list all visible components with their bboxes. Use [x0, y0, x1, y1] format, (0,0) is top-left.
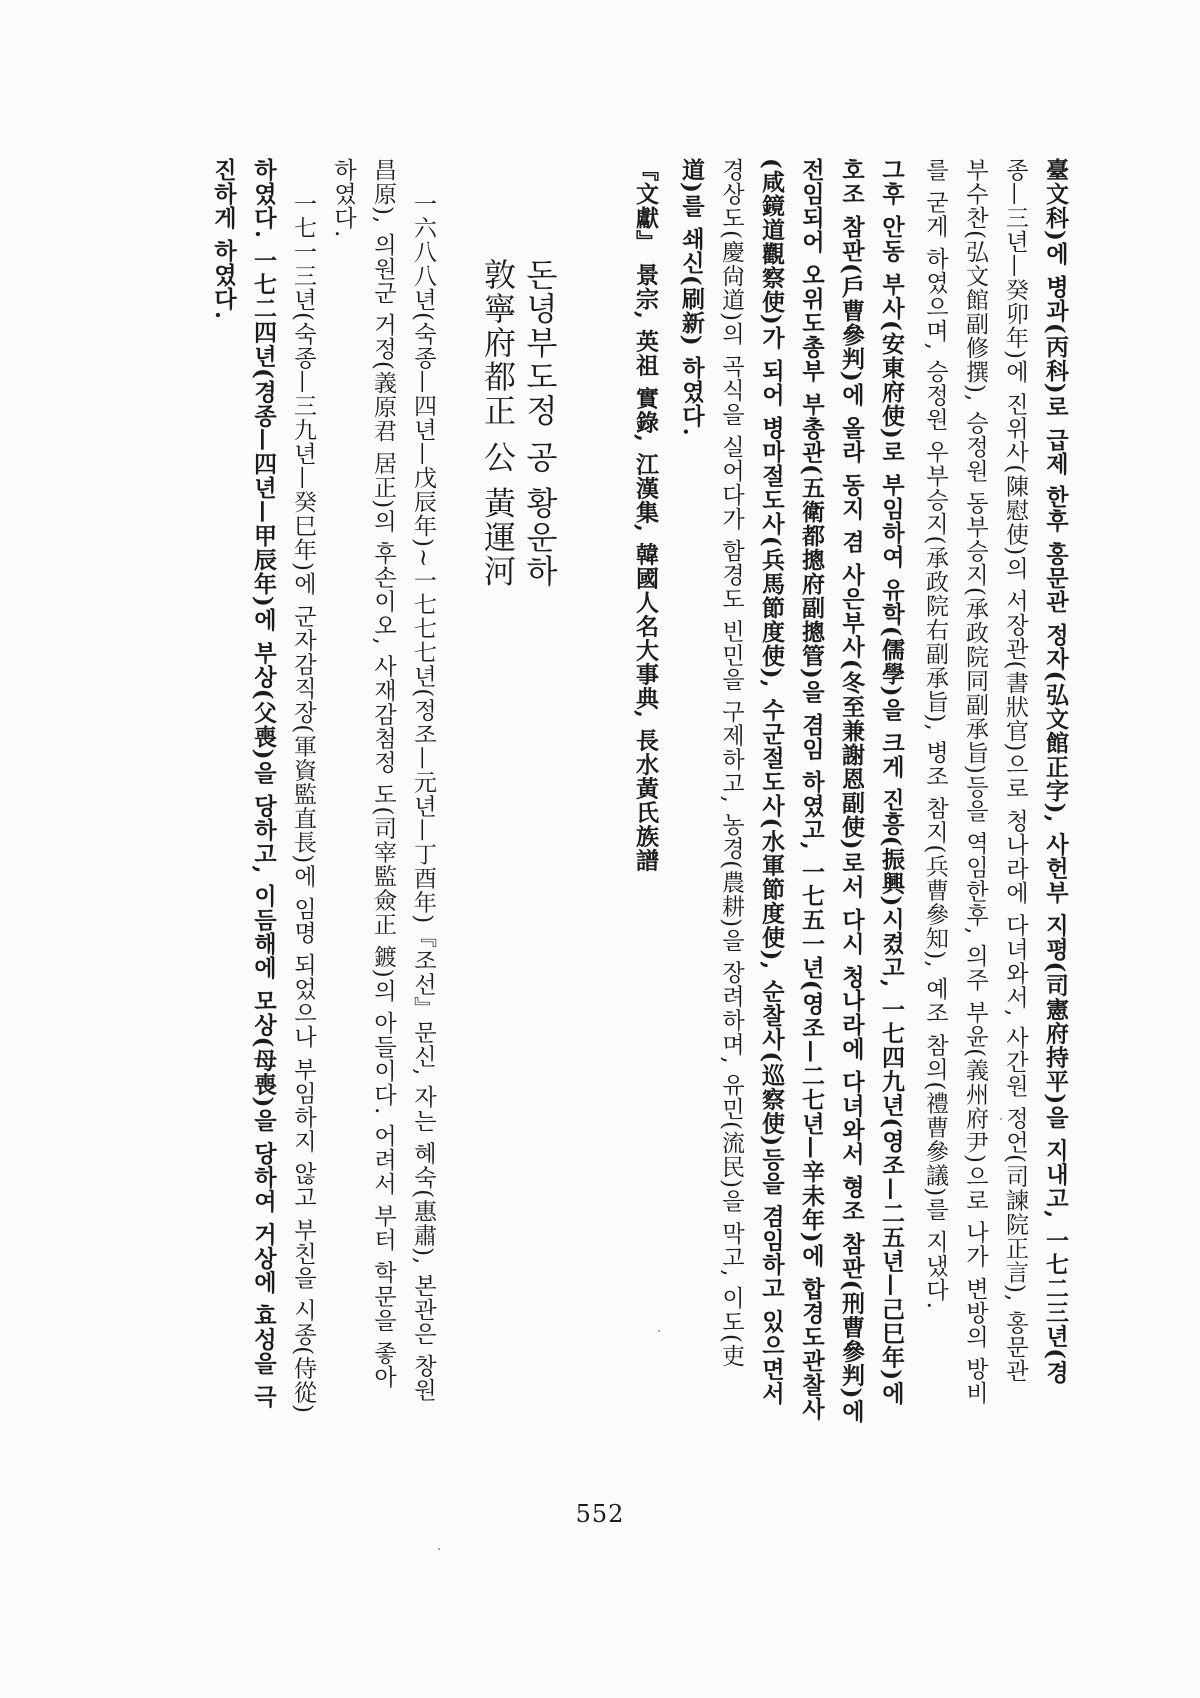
- body-column-8: (咸鏡道觀察使)가 되어 병마절도사(兵馬節度使), 수군절도사(水軍節度使), 순찰사(巡察使)등을 겸임하고 있으면서: [758, 158, 785, 1406]
- bio-column-2: 昌原), 의원군 거정(義原君 居正)의 후손이오, 사재감첨정 도(司宰監僉正 鍍)의 아들이다. 어려서 부터 학문을 좋아: [370, 158, 396, 1389]
- body-column-7: 전임되어 오위도총부 부총관(五衛都摠府副摠管)을 겸임 하였고, 一七五一년(영조—二七년—辛未年)에 합경도관찰사: [798, 158, 825, 1421]
- scan-speck: [658, 1330, 660, 1332]
- body-column-5: 그후 안동 부사(安東府使)로 부임하여 유학(儒學)을 크게 진흥(振興)시켰고, 一七四九년(영조—二五년—己巳年)에: [878, 158, 905, 1406]
- scan-speck: [438, 1548, 440, 1550]
- section-title-hanja: 敦寧府都正 公 黃運河: [479, 258, 517, 589]
- sources-line: 『文獻』 景宗, 英祖 實錄, 江漢集, 韓國人名大事典, 長水黃氏族譜: [632, 158, 659, 873]
- body-column-6: 호조 참판(戶曹參判)에 올라 동지 겸 사은부사(冬至兼謝恩副使)로서 다시 청나라에 다녀와서 형조 참판(刑曹參判)에: [838, 158, 865, 1424]
- bio-column-6: 진하게 하였다.: [210, 158, 237, 321]
- body-column-2: 종—三년—癸卯年)에 진위사(陳慰使)의 서장관(書狀官)으로 청나라에 다녀와서, 사간원 정언(司諫院正言), 홍문관: [1002, 158, 1028, 1383]
- bio-column-4: 一七一三년(숙종—三九년—癸巳年)에 군자감직장(軍資監直長)에 임명 되었으나 부임하지 않고 부친을 시종(侍從): [290, 192, 316, 1415]
- scan-speck: [1000, 1118, 1002, 1120]
- body-column-10: 道)를 쇄신(刷新) 하였다.: [678, 158, 705, 437]
- section-title-hangul: 돈녕부도정 공 황운하: [521, 258, 559, 589]
- bio-column-3: 하였다.: [330, 158, 356, 239]
- bio-column-5: 하였다. 一七二四년(경종—四년—甲辰年)에 부상(父喪)을 당하고, 이듬해에 모상(母喪)을 당하여 거상에 효성을 극: [250, 158, 277, 1409]
- body-column-1: 臺文科)에 병과(丙科)로 급제 한후 홍문관 정자(弘文館正字), 사헌부 지평(司憲府持平)을 지내고, 一七二三년(경: [1042, 158, 1069, 1385]
- page-number: 552: [575, 1500, 625, 1528]
- body-column-9: 경상도(慶尙道)의 곡식을 실어다가 함경도 빈민을 구제하고, 농경(農耕)을 장려하며, 유민(流民)을 막고, 이도(吏: [718, 158, 744, 1368]
- bio-column-1: 一六八八년(숙종—四년—戊辰年)~一七七七년(정조—元년—丁酉年)『조선』문신, 자는 혜숙(惠肅), 본관은 창원: [410, 192, 436, 1402]
- body-column-3: 부수찬(弘文館副修撰), 승정원 동부승지(承政院同副承旨)등을 역임한후, 의주 부윤(義州府尹)으로 나가 변방의 방비: [962, 158, 988, 1405]
- body-column-4: 를 굳게 하였으며, 승정원 우부승지(承政院右副承旨), 병조 참지(兵曹參知), 예조 참의(禮曹參議)를 지냈다.: [922, 158, 948, 1310]
